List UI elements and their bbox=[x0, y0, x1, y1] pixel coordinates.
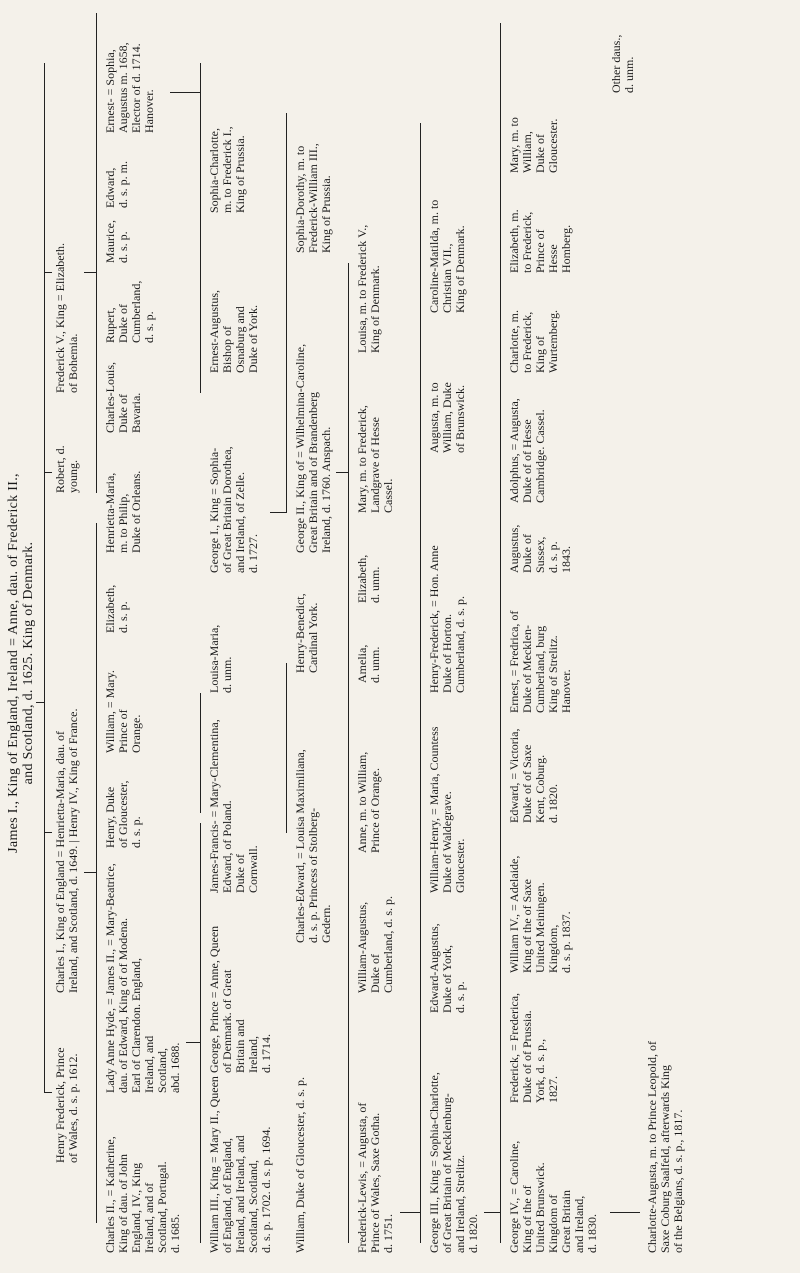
connector bbox=[96, 523, 97, 1223]
node-henrietta-maria: Henrietta-Maria, m. to Philip, Duke of Orleans. bbox=[103, 470, 143, 553]
connector bbox=[286, 113, 287, 513]
node-sophia-charlotte: Sophia-Charlotte, m. to Frederick I., King of Prussia. bbox=[207, 126, 247, 213]
node-frederick-york: Frederick, = Frederica, Duke of of Prussia. York, d. s. p., 1827. bbox=[507, 992, 560, 1103]
node-edward-augustus: Edward-Augustus, Duke of York, d. s. p. bbox=[427, 923, 467, 1013]
node-ernest-cumberland: Ernest, = Fredrica, of Duke of Mecklen- Cumberland, burg King of Strelitz. Hanover. bbox=[507, 610, 573, 713]
node-william-gloucester: William, Duke of Gloucester, d. s. p. bbox=[293, 1077, 307, 1253]
connector bbox=[44, 832, 52, 833]
node-anne-orange: Anne, m. to William, Prince of Orange. bbox=[355, 751, 382, 853]
node-frederick-v: Frederick V., King = Elizabeth. of Bohemia. bbox=[53, 243, 80, 393]
node-maurice: Maurice, d. s. p. bbox=[103, 220, 130, 263]
node-henry-frederick-cumberland: Henry-Frederick, = Hon. Anne Duke of Horton. Cumberland, d. s. p. bbox=[427, 545, 467, 693]
node-william-iv: William IV., = Adelaide, King of the of Saxe United Meiningen. Kingdom, d. s. p. 1837. bbox=[507, 855, 573, 973]
connector bbox=[200, 63, 201, 393]
connector bbox=[170, 92, 200, 93]
connector bbox=[186, 1042, 200, 1043]
node-elizabeth: Elizabeth, d. s. p. bbox=[103, 584, 130, 633]
node-other-daus: Other daus., d. unm. bbox=[609, 34, 636, 93]
node-ernest-augustus-bishop: Ernest-Augustus, Bishop of Osnaburg and Duke of York. bbox=[207, 290, 260, 373]
connector bbox=[44, 272, 52, 273]
node-george-ii: George II., King of = Wilhelmina-Caroline, Great Britain and of Brandenberg Ireland, d. 1760. Anspach. bbox=[293, 343, 333, 553]
node-edward: Edward, d. s. p. m. bbox=[103, 160, 130, 208]
connector bbox=[200, 823, 201, 1243]
node-james-ii: Lady Anne Hyde, = James II., = Mary-Beatrice, dau. of Edward, King of of Modena. Earl of Clarendon. England, Ireland, and Scotland, abd. 1688. bbox=[103, 863, 182, 1093]
connector bbox=[336, 472, 348, 473]
node-adolphus: Adolphus, = Augusta, Duke of of Hesse Cambridge. Cassel. bbox=[507, 398, 547, 503]
node-henry-benedict: Henry-Benedict, Cardinal York. bbox=[293, 593, 320, 673]
connector bbox=[44, 63, 45, 1093]
node-george-iv: George IV., = Caroline, King of the of United Brunswick. Kingdom of Great Britain and Ireland, d. 1830. bbox=[507, 1140, 599, 1253]
node-caroline-matilda: Caroline-Matilda, m. to Christian VII., King of Denmark. bbox=[427, 199, 467, 313]
node-charles-louis: Charles-Louis, Duke of Bavaria. bbox=[103, 362, 143, 433]
node-mary-hesse: Mary, m. to Frederick, Landgrave of Hesse Cassel. bbox=[355, 405, 395, 513]
connector bbox=[286, 663, 287, 833]
node-frederick-lewis: Frederick-Lewis, = Augusta, of Prince of Wales, Saxe Gotha. d. 1751. bbox=[355, 1102, 395, 1253]
node-james-i: James I., King of England, Ireland = Anne, dau. of Frederick II., and Scotland, d. 1625. King of Denmark. bbox=[6, 473, 36, 853]
node-elizabeth-unm: Elizabeth, d. unm. bbox=[355, 554, 382, 603]
node-elizabeth-hesse: Elizabeth, m. to Frederick, Prince of Hesse Homberg. bbox=[507, 209, 573, 273]
node-james-francis: James-Francis- = Mary-Clementina, Edward, of Poland. Duke of Cornwall. bbox=[207, 719, 260, 893]
node-william-iii: William III., King = Mary II., Queen of England, of England, Ireland, and Ireland, and Scotland, Scotland, d. s. p. 1702. d. s. p. 1694. bbox=[207, 1076, 273, 1253]
connector bbox=[84, 872, 96, 873]
node-sophia-dorothy: Sophia-Dorothy, m. to Frederick-William III., King of Prussia. bbox=[293, 143, 333, 253]
node-mary-gloucester: Mary, m. to William, Duke of Gloucester. bbox=[507, 117, 560, 173]
node-george-iii: George III., King = Sophia-Charlotte, of Great Britain of Mecklenburg- and Ireland, Strelitz. d. 1820. bbox=[427, 1072, 480, 1253]
node-charlotte: Charlotte, m. to Frederick, King of Wurtemberg. bbox=[507, 310, 560, 373]
node-rupert: Rupert, Duke of Cumberland, d. s. p. bbox=[103, 280, 156, 343]
connector bbox=[200, 693, 201, 813]
connector bbox=[44, 1092, 52, 1093]
node-charlotte-augusta: Charlotte-Augusta, m. to Prince Leopold, of Saxe Coburg Saalfeld, afterwards King of the Belgians, d. s. p., 1817. bbox=[645, 1041, 685, 1253]
connector bbox=[500, 23, 501, 1243]
node-william-orange: William, = Mary. Prince of Orange. bbox=[103, 670, 143, 753]
node-ernest-augustus: Ernest- = Sophia, Augustus m. 1658, Elector of d. 1714. Hanover. bbox=[103, 42, 156, 133]
node-augusta-brunswick: Augusta, m. to William, Duke of Brunswick. bbox=[427, 382, 467, 453]
connector bbox=[36, 702, 44, 703]
node-william-henry: William-Henry, = Maria, Countess Duke of Waldegrave. Gloucester. bbox=[427, 726, 467, 893]
node-edward-kent: Edward, = Victoria, Duke of of Saxe Kent, Coburg. d. 1820. bbox=[507, 728, 560, 823]
node-henry-gloucester: Henry, Duke of Gloucester, d. s. p. bbox=[103, 780, 143, 848]
connector bbox=[44, 472, 52, 473]
connector bbox=[400, 1212, 420, 1213]
node-augustus-sussex: Augustus, Duke of Sussex, d. s. p. 1843. bbox=[507, 524, 573, 573]
node-henry-frederick: Henry Frederick, Prince of Wales, d. s. p. 1612. bbox=[53, 1047, 80, 1163]
node-louisa-denmark: Louisa, m. to Frederick V., King of Denmark. bbox=[355, 224, 382, 353]
node-amelia: Amelia, d. unm. bbox=[355, 644, 382, 683]
connector bbox=[348, 263, 349, 1243]
node-george-i: George I., King = Sophia- of Great Britain Dorothea, and Ireland, of Zelle. d. 1727. bbox=[207, 446, 260, 573]
connector bbox=[420, 123, 421, 1243]
connector bbox=[484, 1212, 500, 1213]
node-anne-queen: George, Prince = Anne, Queen of Denmark. of Great Britain and Ireland, d. 1714. bbox=[207, 925, 273, 1073]
node-charles-edward: Charles-Edward, = Louisa Maximiliana, d. s. p. Princess of Stolberg- Gedern. bbox=[293, 749, 333, 943]
node-william-augustus: William-Augustus, Duke of Cumberland, d. s. p. bbox=[355, 896, 395, 993]
connector bbox=[96, 13, 97, 493]
node-louisa-maria: Louisa-Maria, d. unm. bbox=[207, 624, 234, 693]
node-charles-ii: Charles II., = Katherine, King of dau. of John England, IV., King Ireland, and of Scotland, Portugal. d. 1685. bbox=[103, 1136, 182, 1253]
connector bbox=[610, 1212, 640, 1213]
node-robert: Robert, d. young. bbox=[53, 445, 80, 493]
connector bbox=[270, 512, 286, 513]
node-charles-i: Charles I., King of England = Henrietta-Maria, dau. of Ireland, and Scotland, d. 1649. | Henry IV., King of France. bbox=[53, 708, 80, 993]
connector bbox=[84, 272, 96, 273]
